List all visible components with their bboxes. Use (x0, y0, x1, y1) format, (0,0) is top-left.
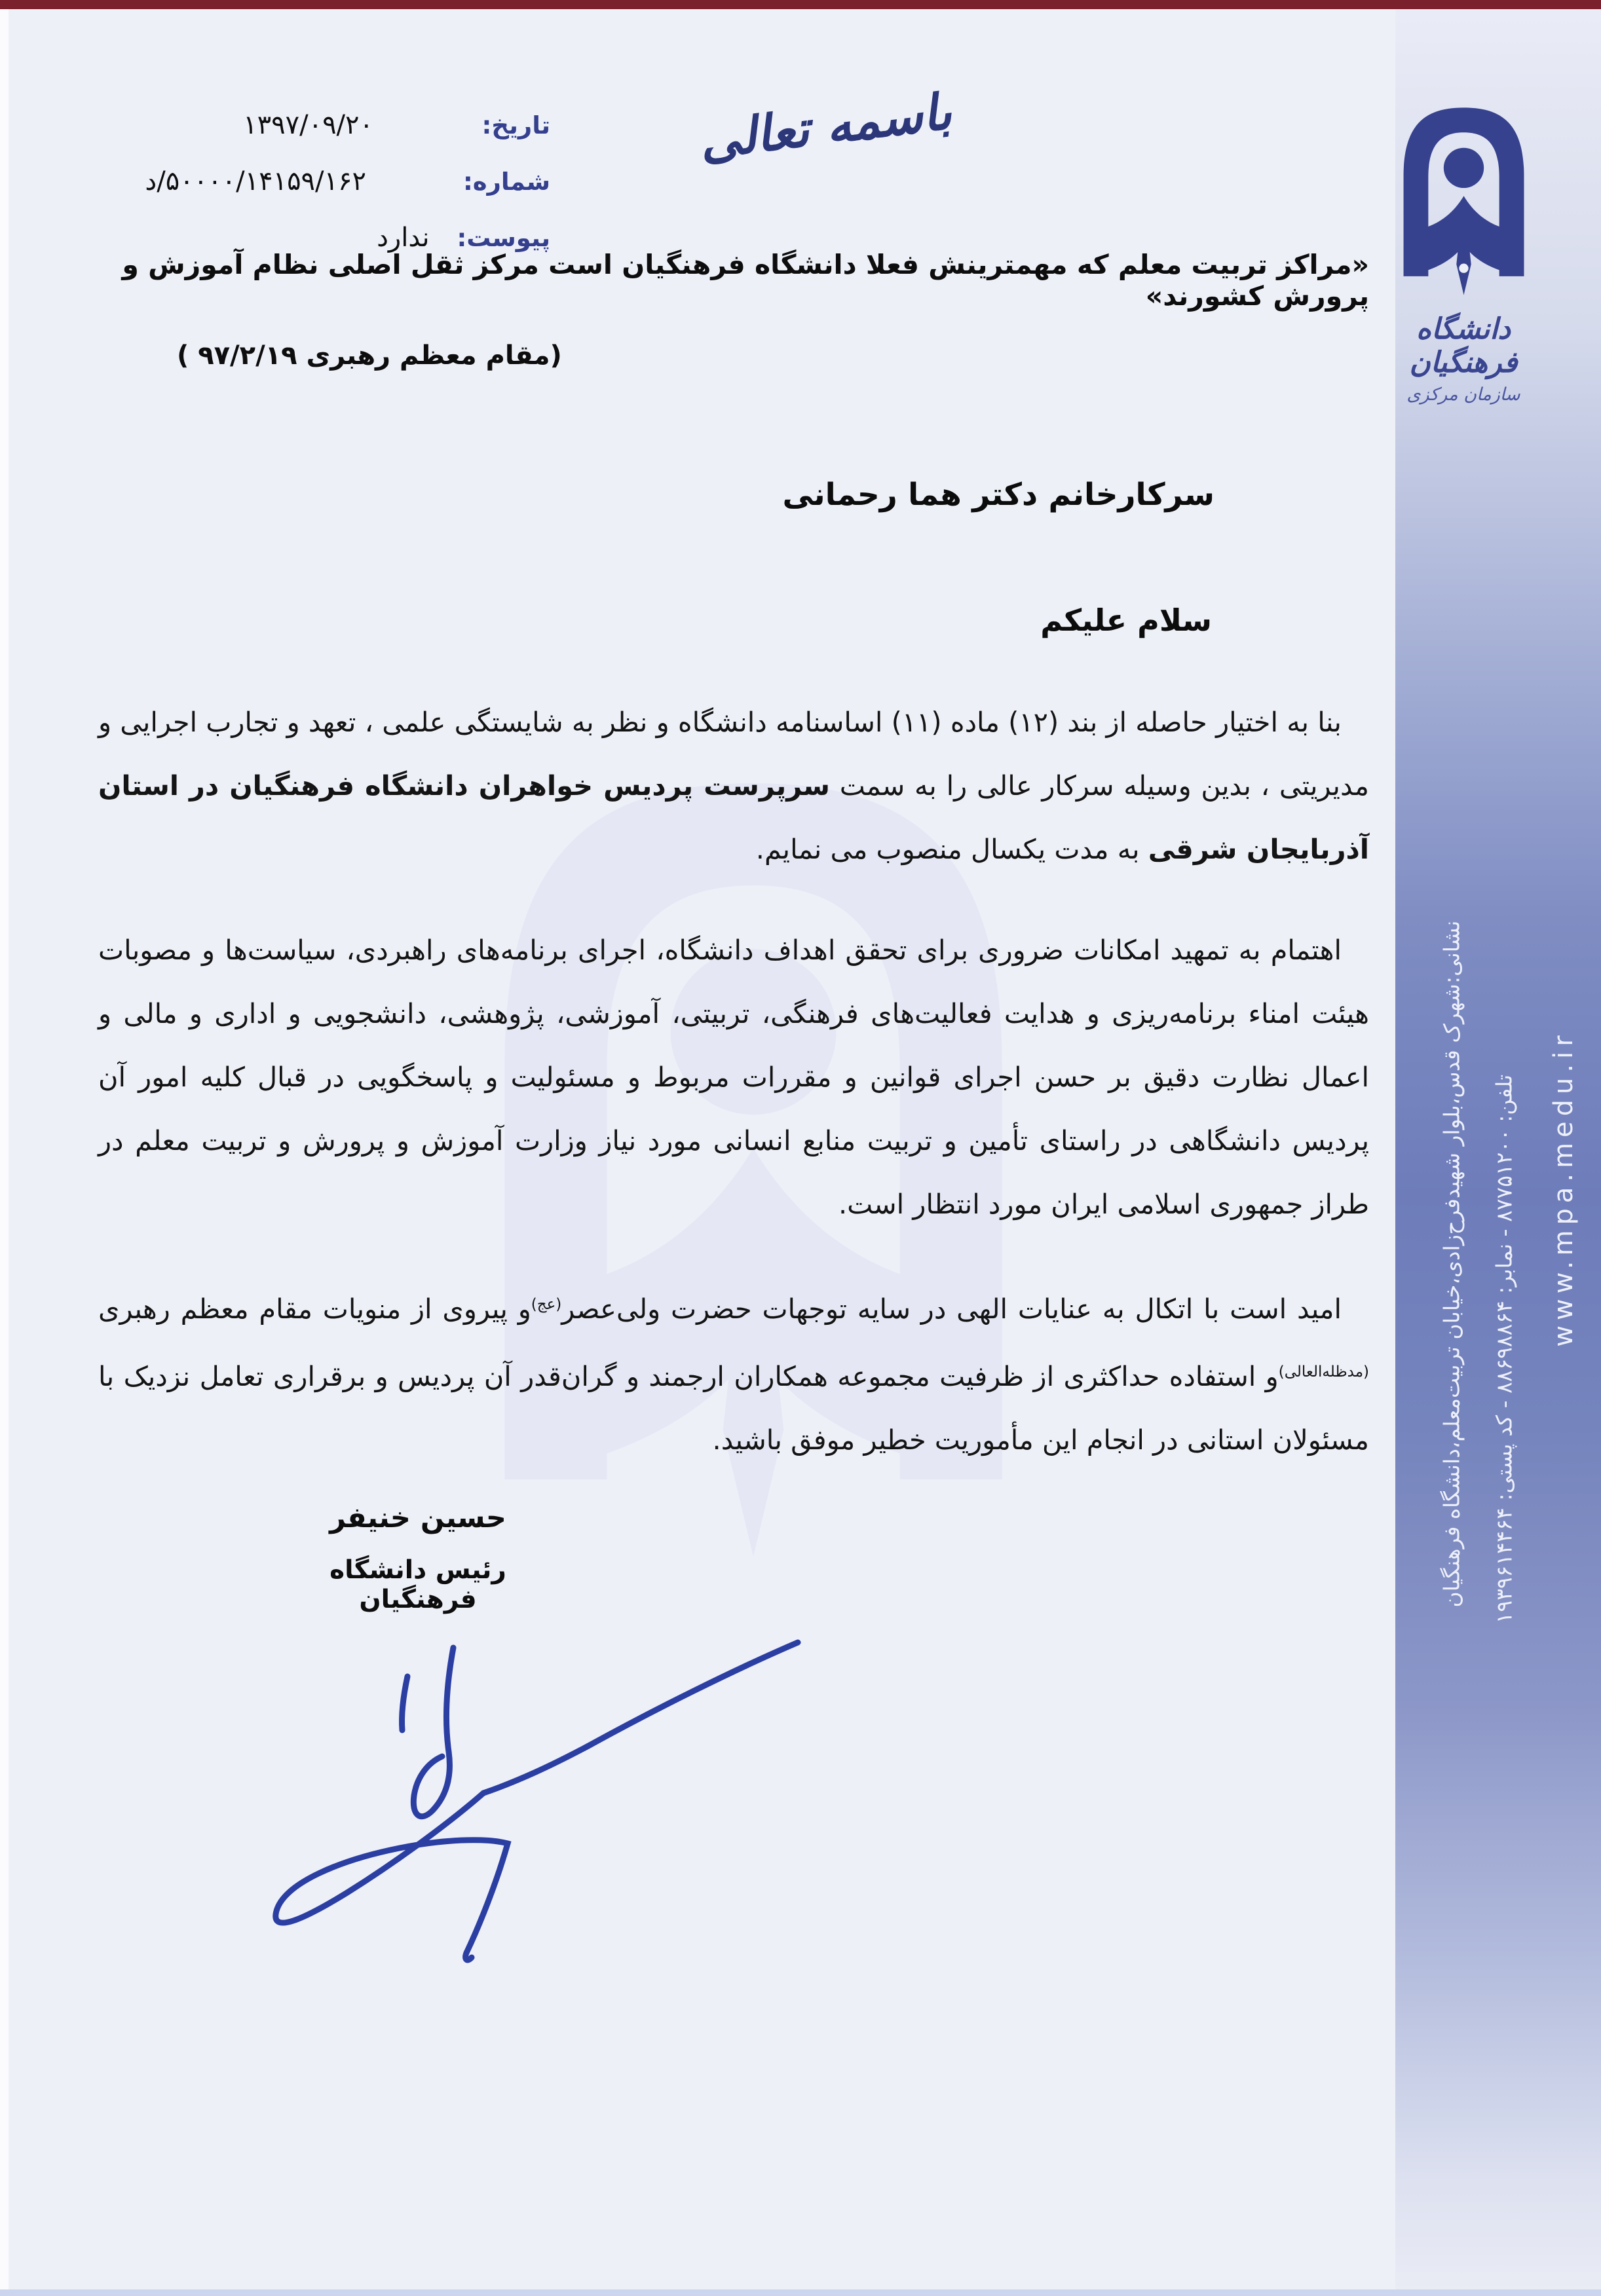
p1-text-end: به مدت یکسال منصوب می نمایم. (755, 833, 1148, 865)
signer-title: رئیس دانشگاه فرهنگیان (330, 1555, 506, 1614)
p3-honorific-aj: (عج) (531, 1296, 562, 1313)
salutation: سلام علیکم (1040, 602, 1212, 638)
p3-text-3: و استفاده حداکثری از ظرفیت مجموعه همکاران ارجمند و گران‌قدر آن پردیس و برقراری تعامل نزدیک با مسئولان استانی در انجام این مأموریت خطیر موفق باشید. (98, 1360, 1369, 1456)
number-label: شماره: (462, 168, 550, 196)
date-value: ۱۳۹۷/۰۹/۲۰ (243, 110, 373, 140)
p3-honorific-modzeleh: (مدظله‌العالی) (1278, 1363, 1369, 1380)
basmala-calligraphy: باسمه تعالی (696, 81, 955, 171)
date-label: تاریخ: (481, 111, 550, 139)
handwritten-signature-icon (236, 1585, 812, 1965)
p1-text: بنا به اختیار حاصله از بند (۱۲) ماده (۱۱) اساسنامه دانشگاه و نظر به شایستگی علمی ، تعهد و تجارب اجرایی و مدیریتی ، بدین وسیله سرکار عالی را به سمت (98, 706, 1369, 802)
university-emblem-icon (1387, 96, 1541, 310)
meta-row-number (52, 166, 550, 196)
left-scan-edge (0, 9, 9, 2296)
attachment-label: پیوست: (457, 224, 550, 252)
sidebar-phone-fax-postal: تلفن: ۸۷۷۵۱۲۰۰ - نمابر: ۸۸۶۹۸۸۶۴ - کد پستی: ۱۹۳۹۶۱۴۴۶۴ (1491, 1074, 1517, 1624)
letter-body (98, 690, 1369, 1509)
bottom-scan-edge-bar (0, 2289, 1601, 2296)
meta-row-date (52, 110, 550, 140)
p3-text-2: و پیروی از منویات مقام معظم رهبری (98, 1293, 531, 1325)
sidebar-address: نشانی:شهرک قدس،بلوار شهیدفرح‌زادی،خیابان تربیت‌معلم،دانشگاه فرهنگیان (1439, 920, 1465, 1608)
p1-appointed-role: سرپرست پردیس خواهران دانشگاه فرهنگیان در استان آذربایجان شرقی (98, 769, 1369, 865)
leader-quote-attribution: (مقام معظم رهبری ۹۷/۲/۱۹ ) (177, 341, 562, 371)
logo-org-name: دانشگاه فرهنگیان (1409, 312, 1518, 379)
sidebar-website: www.mpa.medu.ir (1549, 1030, 1579, 1347)
paragraph-closing (98, 1273, 1369, 1472)
p3-text: امید است با اتکال به عنایات الهی در سایه توجهات حضرت ولی‌عصر (561, 1293, 1342, 1325)
paragraph-duties: اهتمام به تمهید امکانات ضروری برای تحقق اهداف دانشگاه، اجرای برنامه‌های راهبردی، سیاست‌ها و مصوبات هیئت امناء برنامه‌ریزی و هدایت فعالیت‌های فرهنگی، تربیتی، آموزشی، پژوهشی، دانشجویی و اداری و مالی و اعمال نظارت دقیق بر حسن اجرای قوانین و مقررات مربوط و مسئولیت و پاسخگویی در قبال کلیه امور آن پردیس دانشگاهی در راستای تأمین و تربیت منابع انسانی مورد نیاز وزارت آموزش و پرورش و تربیت معلم در طراز جمهوری اسلامی ایران مورد انتظار است. (98, 934, 1369, 1220)
attachment-value: ندارد (377, 223, 430, 253)
logo-org-subtitle: سازمان مرکزی (1406, 384, 1520, 405)
paragraph-appointment (98, 690, 1369, 881)
number-value: د/۵۰۰۰۰/۱۴۱۵۹/۱۶۲ (145, 166, 366, 196)
recipient-name: سرکارخانم دکتر هما رحمانی (782, 477, 1215, 513)
leader-quote-block (111, 249, 1369, 371)
top-scan-edge-bar (0, 0, 1601, 9)
leader-quote-text: «مراکز تربیت معلم که مهمترینش فعلا دانشگاه فرهنگیان است مرکز ثقل اصلی نظام آموزش و پرورش کشورند» (122, 249, 1369, 312)
signer-name: حسین خنیفر (330, 1502, 506, 1534)
university-logo (1378, 96, 1549, 405)
